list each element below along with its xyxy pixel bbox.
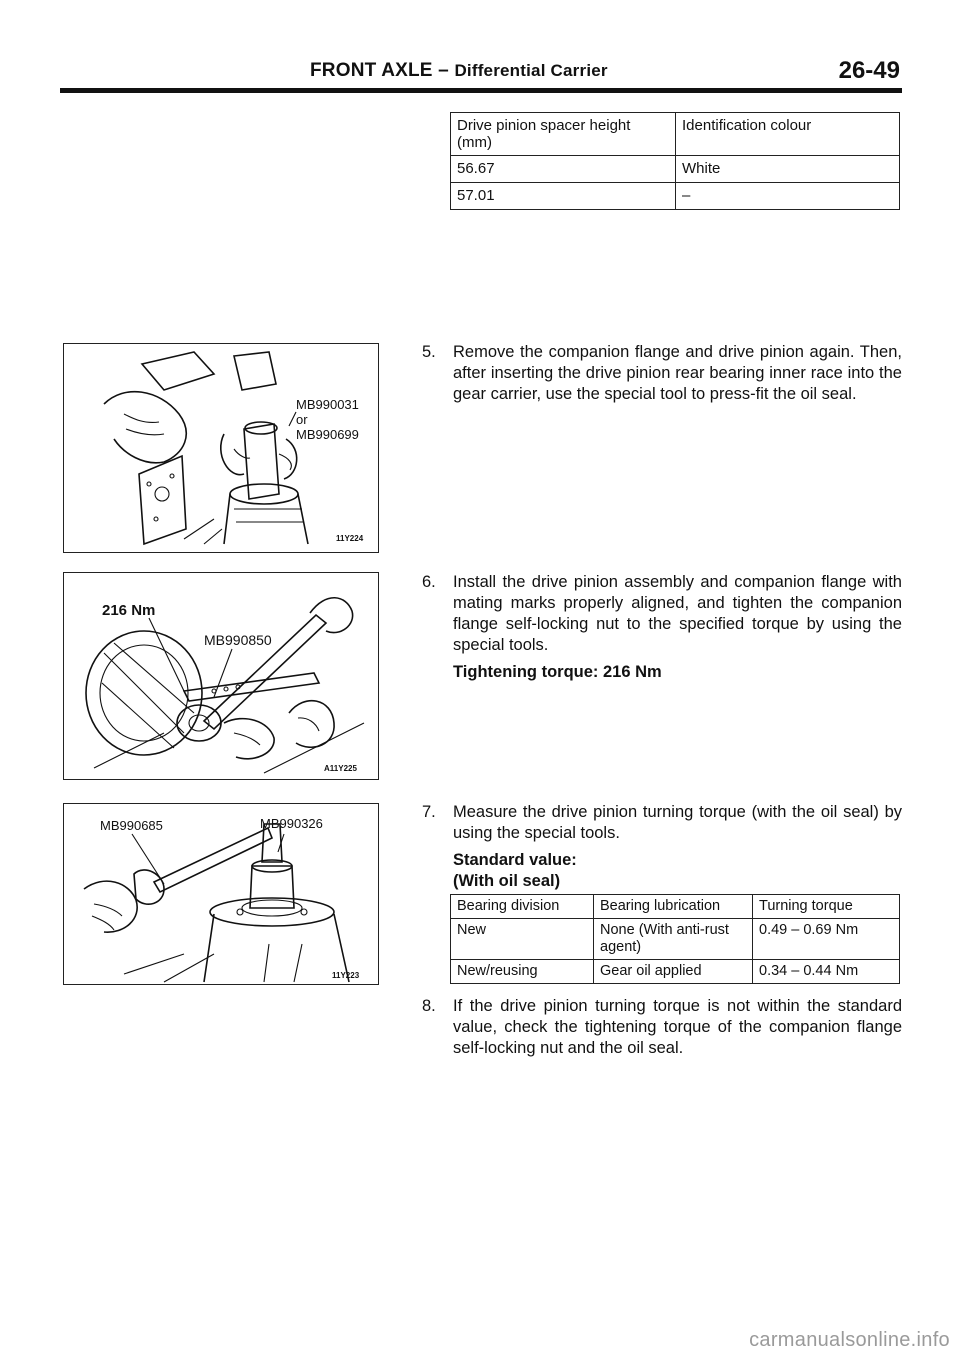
step-text: Install the drive pinion assembly and companion flange with mating marks properly aligned, and tighten the companion flange self-locking nut to the specified torque by using the special tools. (453, 573, 902, 654)
table-header-cell: Identification colour (676, 113, 900, 156)
figure-oil-seal-install (63, 343, 379, 553)
table-cell: 56.67 (451, 156, 676, 183)
step-number: 8. (422, 997, 436, 1015)
tool-label-mb990326: MB990326 (260, 816, 323, 831)
table-header-row (451, 113, 900, 156)
step-7 (422, 802, 902, 892)
table-header-cell: Drive pinion spacer height (mm) (451, 113, 676, 156)
step-number: 5. (422, 343, 436, 361)
watermark: carmanualsonline.info (749, 1329, 950, 1351)
tool-label-mb990031: MB990031 (296, 397, 359, 412)
turning-torque-illustration (64, 804, 378, 984)
torque-wrench-illustration (64, 573, 378, 779)
table-cell: None (With anti-rust agent) (594, 919, 753, 960)
table-row (451, 183, 900, 210)
step-number: 6. (422, 573, 436, 591)
figure-turning-torque (63, 803, 379, 985)
table-header-cell: Bearing lubrication (594, 895, 753, 919)
table-cell: 0.34 – 0.44 Nm (753, 960, 900, 984)
table-row (451, 919, 900, 960)
table-header-cell: Turning torque (753, 895, 900, 919)
tool-label-or: or (296, 412, 308, 427)
table-row (451, 960, 900, 984)
figure-tightening-torque (63, 572, 379, 780)
table-header-cell: Bearing division (451, 895, 594, 919)
table-cell: White (676, 156, 900, 183)
table-cell: 0.49 – 0.69 Nm (753, 919, 900, 960)
step-5 (422, 342, 902, 405)
subsection-title: Differential Carrier (454, 61, 608, 80)
table-row (451, 156, 900, 183)
title-dash: – (438, 60, 449, 81)
section-title: FRONT AXLE (310, 60, 433, 81)
table-cell: 57.01 (451, 183, 676, 210)
tool-label-mb990850: MB990850 (204, 632, 272, 648)
oil-seal-illustration (64, 344, 378, 552)
header-rule (60, 88, 902, 93)
spacer-height-table (450, 112, 900, 210)
with-oil-seal-label: (With oil seal) (453, 872, 561, 890)
figure-code: 11Y223 (332, 971, 360, 980)
step-8 (422, 996, 902, 1059)
table-cell: – (676, 183, 900, 210)
standard-value-label: Standard value: (453, 851, 577, 869)
figure-code: 11Y224 (336, 534, 364, 543)
page-title (310, 60, 608, 82)
table-header-row (451, 895, 900, 919)
table-cell: New/reusing (451, 960, 594, 984)
table-cell: New (451, 919, 594, 960)
tool-label-mb990699: MB990699 (296, 427, 359, 442)
tightening-torque-spec: Tightening torque: 216 Nm (453, 663, 662, 681)
step-text: If the drive pinion turning torque is not within the standard value, check the tightening torque of the companion flange self-locking nut and the oil seal. (453, 997, 902, 1057)
step-text: Remove the companion flange and drive pinion again. Then, after inserting the drive pinion rear bearing inner race into the gear carrier, use the special tool to press-fit the oil seal. (453, 343, 902, 403)
step-text: Measure the drive pinion turning torque (with the oil seal) by using the special tools. (453, 803, 902, 842)
turning-torque-table (450, 894, 900, 984)
figure-code: A11Y225 (324, 764, 357, 773)
table-cell: Gear oil applied (594, 960, 753, 984)
step-6 (422, 572, 902, 683)
torque-label: 216 Nm (102, 602, 156, 619)
page-number: 26-49 (838, 57, 900, 84)
tool-label-mb990685: MB990685 (100, 818, 163, 833)
page-header (60, 57, 900, 86)
step-number: 7. (422, 803, 436, 821)
